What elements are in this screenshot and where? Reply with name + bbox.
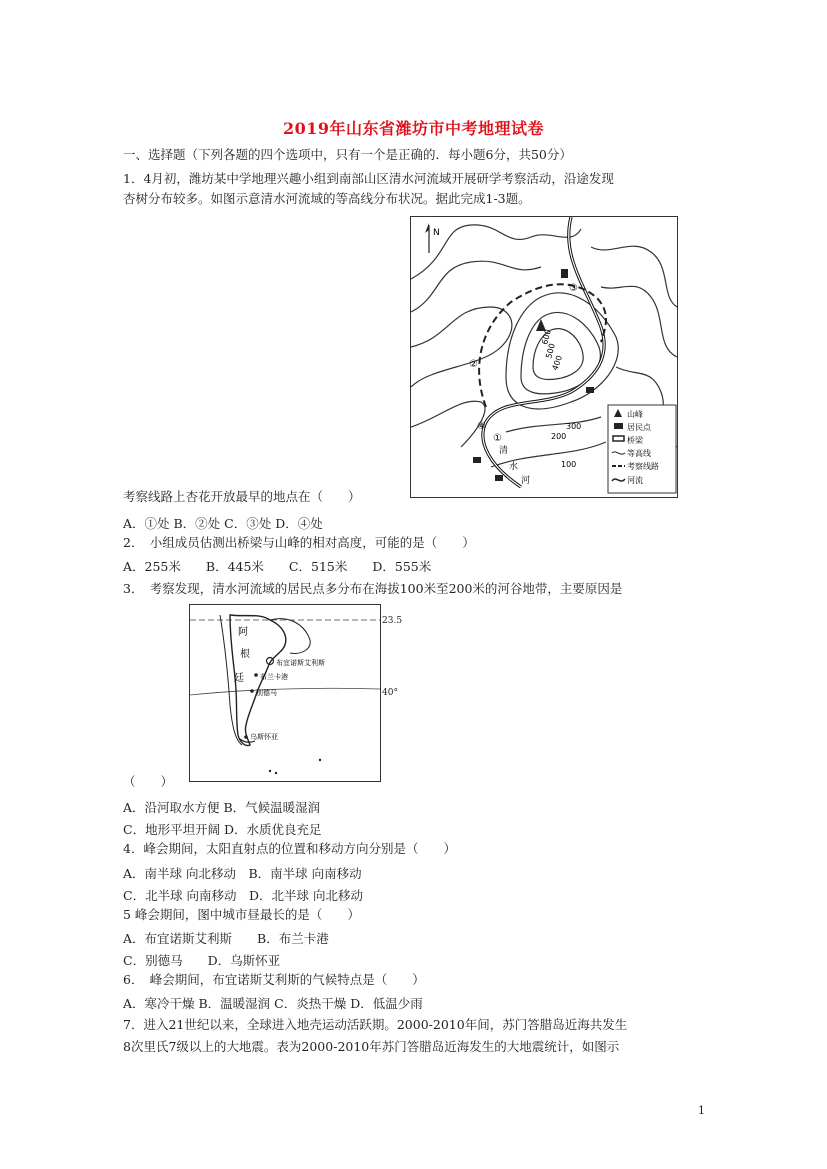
city-label: 别德马	[256, 689, 277, 697]
lat-label-40: 40°	[382, 688, 398, 698]
site-label: ③	[569, 283, 578, 294]
city-label: 布兰卡港	[260, 673, 288, 681]
page-title: 2019年山东省潍坊市中考地理试卷	[282, 119, 545, 138]
city-marker	[244, 735, 248, 739]
contour-label: 600	[540, 328, 553, 346]
q3-paren: （ ）	[123, 774, 174, 789]
contour-map-figure	[410, 216, 678, 498]
contour-label: 200	[551, 432, 567, 441]
argentina-map	[190, 605, 380, 781]
map-legend	[608, 405, 676, 493]
river-label: 清	[499, 446, 509, 456]
island-dot	[269, 770, 271, 772]
q6-stem: 6． 峰会期间，布宜诺斯艾利斯的气候特点是（ ）	[123, 972, 425, 987]
q1-options: A．①处 B．②处 C．③处 D．④处	[123, 516, 323, 531]
legend-label: 山峰	[627, 410, 643, 419]
island-dot	[275, 772, 277, 774]
legend-label: 桥梁	[627, 436, 643, 445]
q5-stem: 5 峰会期间，图中城市昼最长的是（ ）	[123, 907, 360, 922]
q7-line1: 7．进入21世纪以来，全球进入地壳运动活跃期。2000-2010年间，苏门答腊岛近海共发生	[123, 1017, 628, 1032]
contour-line	[591, 246, 677, 307]
country-char: 廷	[234, 673, 244, 684]
contour-line	[506, 417, 601, 432]
contour-label: 100	[561, 460, 577, 469]
q3-options-cd: C．地形平坦开阔 D．水质优良充足	[123, 822, 322, 837]
q1-stem-line1: 1．4月初，潍坊某中学地理兴趣小组到南部山区清水河流域开展研学考察活动，沿途发现	[123, 171, 614, 186]
contour-line	[601, 286, 677, 357]
q2-stem: 2． 小组成员估测出桥梁与山峰的相对高度，可能的是（ ）	[123, 535, 475, 550]
north-arrow-icon	[425, 223, 429, 253]
settlement-icon	[561, 269, 568, 278]
contour-label: 400	[550, 354, 565, 372]
settlement-icon	[586, 387, 594, 393]
contour-map	[411, 217, 677, 497]
site-label: ④	[477, 421, 486, 432]
site-label: ②	[469, 359, 478, 370]
legend-label: 河流	[627, 476, 643, 485]
q5-options-cd: C．别德马 D．乌斯怀亚	[123, 953, 281, 968]
site-label: ①	[493, 433, 502, 444]
legend-label: 居民点	[627, 423, 651, 432]
page-number: 1	[698, 1104, 705, 1117]
contour-line	[411, 401, 485, 447]
city-marker	[254, 673, 258, 677]
contour-label: 300	[566, 422, 582, 431]
river-label: 河	[521, 476, 531, 486]
q7-line2: 8次里氏7级以上的大地震。表为2000-2010年苏门答腊岛近海发生的大地震统计，如图示	[123, 1039, 620, 1054]
river-label: 水	[509, 462, 519, 472]
q4-stem: 4．峰会期间，太阳直射点的位置和移动方向分别是（ ）	[123, 841, 456, 856]
contour-line	[411, 261, 541, 312]
latitude-40-line	[190, 688, 380, 695]
q1-stem-line2: 杏树分布较多。如图示意清水河流域的等高线分布状况。据此完成1-3题。	[123, 191, 531, 206]
contour-line	[521, 313, 600, 394]
argentina-map-figure	[189, 604, 381, 782]
contour-label: 500	[544, 342, 557, 360]
city-label: 乌斯怀亚	[250, 733, 278, 741]
q4-options-cd: C．北半球 向南移动 D．北半球 向北移动	[123, 888, 364, 903]
q3-options-ab: A．沿河取水方便 B．气候温暖湿润	[123, 800, 321, 815]
q3-stem: 3． 考察发现，清水河流域的居民点多分布在海拔100米至200米的河谷地带，主要原因是	[123, 581, 623, 596]
legend-label: 等高线	[627, 449, 651, 458]
lat-label-tropic: 23.5	[382, 616, 403, 626]
q5-options-ab: A．布宜诺斯艾利斯 B．布兰卡港	[123, 931, 329, 946]
country-char: 阿	[238, 627, 248, 638]
island-dot	[319, 759, 321, 761]
q2-options: A．255米 B．445米 C．515米 D．555米	[123, 559, 432, 574]
settlement-icon	[473, 457, 481, 463]
legend-label: 考察线路	[627, 462, 659, 471]
section-header: 一、选择题（下列各题的四个选项中，只有一个是正确的．每小题6分，共50分）	[123, 147, 572, 162]
settlement-icon	[495, 475, 503, 481]
q6-options: A．寒冷干燥 B．温暖湿润 C．炎热干燥 D．低温少雨	[123, 996, 423, 1011]
q4-options-ab: A．南半球 向北移动 B．南半球 向南移动	[123, 866, 362, 881]
settlement-icon	[614, 423, 623, 429]
contour-line	[411, 307, 512, 387]
country-char: 根	[240, 649, 250, 660]
city-marker	[250, 689, 254, 693]
q1-subquestion: 考察线路上杏花开放最早的地点在（ ）	[123, 489, 361, 504]
north-label: N	[433, 228, 440, 238]
city-label: 布宜诺斯艾利斯	[276, 659, 325, 667]
